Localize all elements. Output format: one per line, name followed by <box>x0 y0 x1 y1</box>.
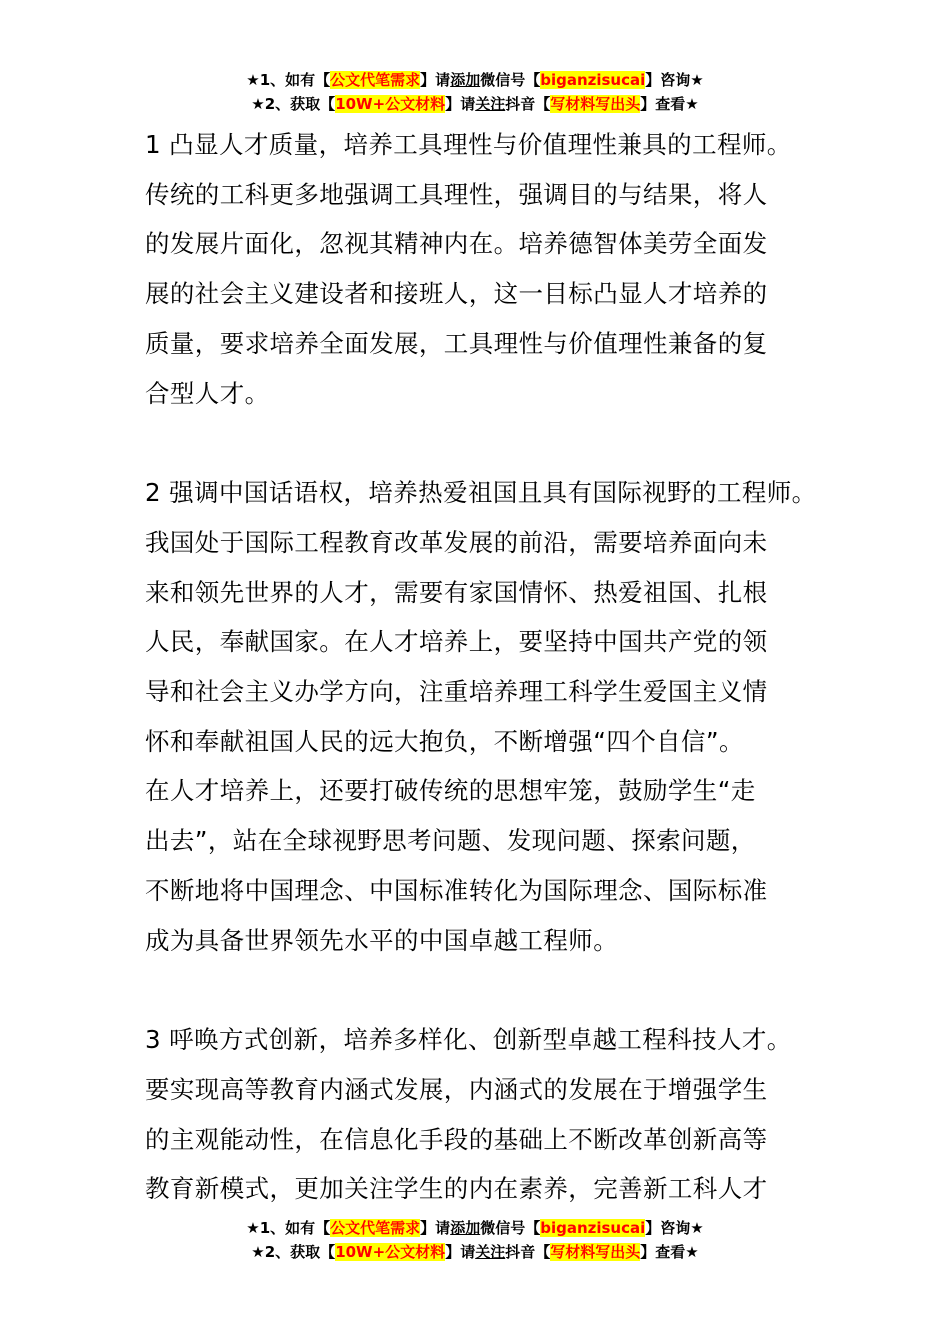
wechat-id: biganzisucai <box>540 71 646 89</box>
banner-text: 】查看★ <box>640 1243 699 1261</box>
banner-text: ★1、如有【 <box>246 1219 331 1237</box>
text-line: 导和社会主义办学方向，注重培养理工科学生爱国主义情 <box>145 677 768 707</box>
text-line: 要实现高等教育内涵式发展，内涵式的发展在于增强学生 <box>145 1074 768 1104</box>
promo-banner-top <box>0 68 950 116</box>
document-body <box>145 120 825 1214</box>
banner-text: 】请 <box>445 1243 476 1261</box>
highlight-text: 10W+公文材料 <box>335 95 446 113</box>
highlight-text: 公文代笔需求 <box>330 71 421 89</box>
paragraph-spacer <box>145 418 825 468</box>
banner-text: 】咨询★ <box>645 1219 704 1237</box>
highlight-text: 10W+公文材料 <box>335 1243 446 1261</box>
paragraph-2 <box>145 468 825 965</box>
banner-text: 】咨询★ <box>645 71 704 89</box>
banner-text: 】请 <box>445 95 476 113</box>
banner-line-2 <box>0 1240 950 1264</box>
douyin-account: 写材料写出头 <box>550 95 641 113</box>
banner-text: ★2、获取【 <box>251 95 336 113</box>
banner-line-1 <box>0 68 950 92</box>
text-line: 不断地将中国理念、中国标准转化为国际理念、国际标准 <box>145 875 768 905</box>
paragraph-spacer <box>145 965 825 1015</box>
highlight-text: 公文代笔需求 <box>330 1219 421 1237</box>
banner-text: 】请 <box>420 71 451 89</box>
text-line: 质量，要求培养全面发展，工具理性与价值理性兼备的复 <box>145 328 768 358</box>
text-line: 出去”，站在全球视野思考问题、发现问题、探索问题， <box>145 826 756 856</box>
douyin-account: 写材料写出头 <box>550 1243 641 1261</box>
text-line: 1 凸显人才质量，培养工具理性与价值理性兼具的工程师。 <box>145 130 792 159</box>
banner-text: 微信号【 <box>480 1219 541 1237</box>
banner-text: 】请 <box>420 1219 451 1237</box>
paragraph-3 <box>145 1015 825 1214</box>
paragraph-1 <box>145 120 825 418</box>
text-line: 3 呼唤方式创新，培养多样化、创新型卓越工程科技人才。 <box>145 1025 792 1055</box>
emphasis-text: 添加 <box>450 1219 481 1237</box>
promo-banner-bottom <box>0 1216 950 1264</box>
banner-text: ★1、如有【 <box>246 71 331 89</box>
text-line: 怀和奉献祖国人民的远大抱负，不断增强“四个自信”。 <box>145 726 744 756</box>
text-line: 在人才培养上，还要打破传统的思想牢笼，鼓励学生“走 <box>145 776 756 806</box>
wechat-id: biganzisucai <box>540 1219 646 1237</box>
text-line: 2 强调中国话语权，培养热爱祖国且具有国际视野的工程师。 <box>145 478 817 508</box>
banner-text: 抖音【 <box>505 1243 551 1261</box>
banner-text: ★2、获取【 <box>251 1243 336 1261</box>
banner-line-1 <box>0 1216 950 1240</box>
text-line: 我国处于国际工程教育改革发展的前沿，需要培养面向未 <box>145 527 768 557</box>
banner-text: 】查看★ <box>640 95 699 113</box>
text-line: 的发展片面化，忽视其精神内在。培养德智体美劳全面发 <box>145 229 768 259</box>
emphasis-text: 关注 <box>475 95 506 113</box>
text-line: 展的社会主义建设者和接班人，这一目标凸显人才培养的 <box>145 279 768 309</box>
banner-line-2 <box>0 92 950 116</box>
emphasis-text: 关注 <box>475 1243 506 1261</box>
text-line: 来和领先世界的人才，需要有家国情怀、热爱祖国、扎根 <box>145 577 768 607</box>
text-line: 成为具备世界领先水平的中国卓越工程师。 <box>145 925 619 955</box>
emphasis-text: 添加 <box>450 71 481 89</box>
text-line: 合型人才。 <box>145 378 270 408</box>
text-line: 教育新模式，更加关注学生的内在素养，完善新工科人才 <box>145 1174 768 1204</box>
text-line: 传统的工科更多地强调工具理性，强调目的与结果，将人 <box>145 179 768 209</box>
text-line: 人民，奉献国家。在人才培养上，要坚持中国共产党的领 <box>145 627 768 657</box>
banner-text: 微信号【 <box>480 71 541 89</box>
banner-text: 抖音【 <box>505 95 551 113</box>
text-line: 的主观能动性，在信息化手段的基础上不断改革创新高等 <box>145 1124 768 1154</box>
